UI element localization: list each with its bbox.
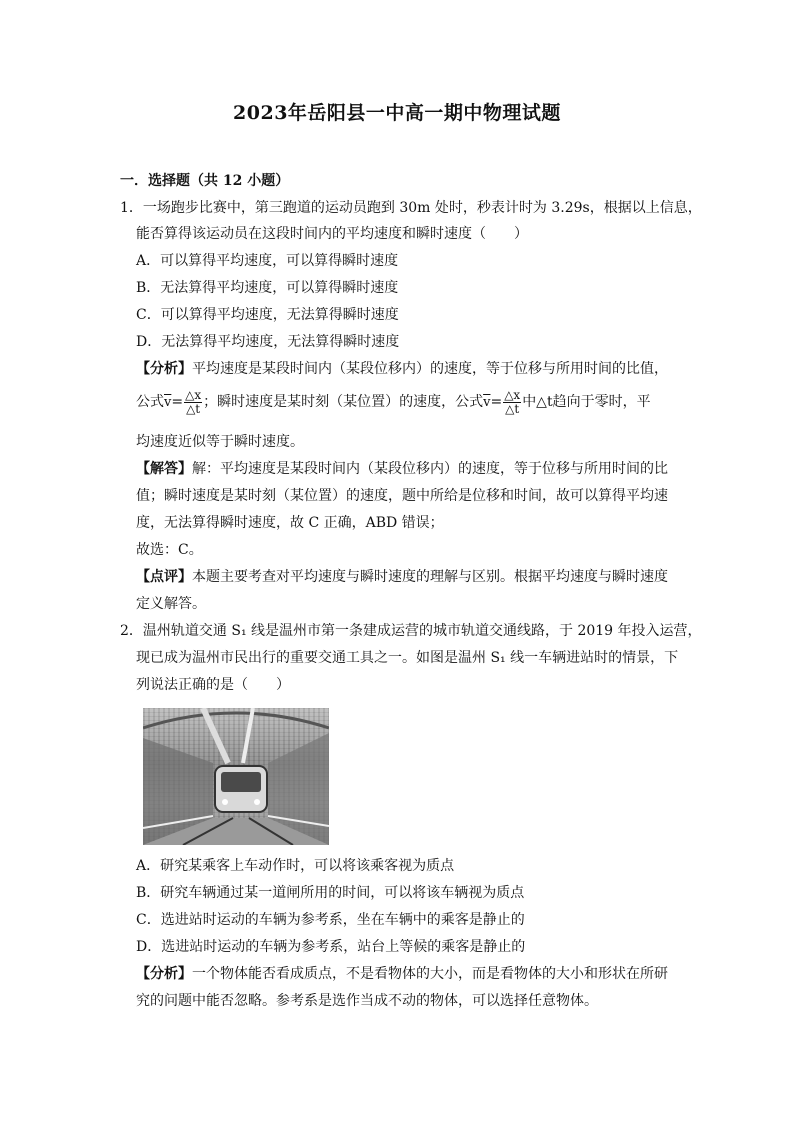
- q2-stem-line-2: 现已成为温州市民出行的重要交通工具之一。如图是温州 S₁ 线一车辆进站时的情景，下: [136, 650, 679, 666]
- q1-stem-line-2: 能否算得该运动员在这段时间内的平均速度和瞬时速度（ ）: [136, 226, 528, 242]
- answer-text: 解：平均速度是某段时间内（某段位移内）的速度，等于位移与所用时间的比: [192, 461, 668, 477]
- q2-option-c: C．选进站时运动的车辆为参考系，坐在车辆中的乘客是静止的: [136, 912, 525, 928]
- comment-label: 【点评】: [136, 569, 192, 585]
- v-bar-symbol-2: $\overline{v}$: [483, 395, 491, 410]
- q1-option-c: C．可以算得平均速度，无法算得瞬时速度: [136, 307, 399, 323]
- q1-option-d: D．无法算得平均速度，无法算得瞬时速度: [136, 334, 400, 350]
- analysis-label-2: 【分析】: [136, 966, 192, 982]
- formula-mid-text: ；瞬时速度是某时刻（某位置）的速度，公式: [203, 394, 484, 410]
- q1-analysis-line-1: [136, 359, 668, 379]
- fraction-denominator-2: △t: [505, 401, 520, 416]
- analysis-label: 【分析】: [136, 361, 192, 377]
- q1-comment-line-2: 定义解答。: [136, 596, 206, 612]
- q1-analysis-line-3: 均速度近似等于瞬时速度。: [136, 434, 304, 450]
- fraction-numerator: △x: [185, 387, 202, 402]
- q1-choice: 故选：C。: [136, 542, 203, 558]
- equals-sign: =: [171, 394, 184, 410]
- q1-answer-line-2: 值；瞬时速度是某时刻（某位置）的速度，题中所给是位移和时间，故可以算得平均速: [136, 488, 668, 504]
- q2-option-d: D．选进站时运动的车辆为参考系，站台上等候的乘客是静止的: [136, 939, 526, 955]
- train-station-photo: [143, 708, 329, 845]
- q2-option-b: B．研究车辆通过某一道闸所用的时间，可以将该车辆视为质点: [136, 885, 525, 901]
- analysis-text-2: 一个物体能否看成质点，不是看物体的大小，而是看物体的大小和形状在所研: [192, 966, 668, 982]
- q2-analysis-line-1: [136, 964, 668, 984]
- equals-sign-2: =: [490, 394, 503, 410]
- delta-x-over-delta-t-fraction: [184, 389, 202, 416]
- q1-answer-line-1: [136, 459, 668, 479]
- answer-label: 【解答】: [136, 461, 192, 477]
- q1-answer-line-3: 度，无法算得瞬时速度，故 C 正确，ABD 错误；: [136, 515, 444, 531]
- fraction-numerator-2: △x: [504, 387, 521, 402]
- q1-option-a: A．可以算得平均速度，可以算得瞬时速度: [136, 253, 399, 269]
- page-title: 2023年岳阳县一中高一期中物理试题: [233, 102, 561, 124]
- section-heading: 一．选择题（共 12 小题）: [120, 173, 290, 189]
- q2-stem-line-1: 2．温州轨道交通 S₁ 线是温州市第一条建成运营的城市轨道交通线路，于 2019 年投入运营，: [120, 623, 702, 639]
- q2-option-a: A．研究某乘客上车动作时，可以将该乘客视为质点: [136, 858, 455, 874]
- delta-x-over-delta-t-fraction-2: [503, 389, 521, 416]
- q2-stem-line-3: 列说法正确的是（ ）: [136, 677, 290, 693]
- formula-suffix: 中△t趋向于零时，平: [522, 394, 651, 410]
- q1-stem-line-1: 1．一场跑步比赛中，第三跑道的运动员跑到 30m 处时，秒表计时为 3.29s，根据以上信息，: [120, 200, 702, 216]
- q2-analysis-line-2: 究的问题中能否忽略。参考系是选作当成不动的物体，可以选择任意物体。: [136, 993, 598, 1009]
- q1-formula-line: [136, 388, 651, 417]
- q1-comment-line-1: [136, 567, 668, 587]
- train-photo-drawing: [143, 708, 329, 845]
- q1-option-b: B．无法算得平均速度，可以算得瞬时速度: [136, 280, 399, 296]
- v-bar-symbol: $\overline{v}$: [164, 395, 172, 410]
- analysis-text: 平均速度是某段时间内（某段位移内）的速度，等于位移与所用时间的比值，: [192, 361, 668, 377]
- fraction-denominator: △t: [186, 401, 201, 416]
- formula-prefix: 公式: [136, 394, 164, 410]
- comment-text: 本题主要考查对平均速度与瞬时速度的理解与区别。根据平均速度与瞬时速度: [192, 569, 668, 585]
